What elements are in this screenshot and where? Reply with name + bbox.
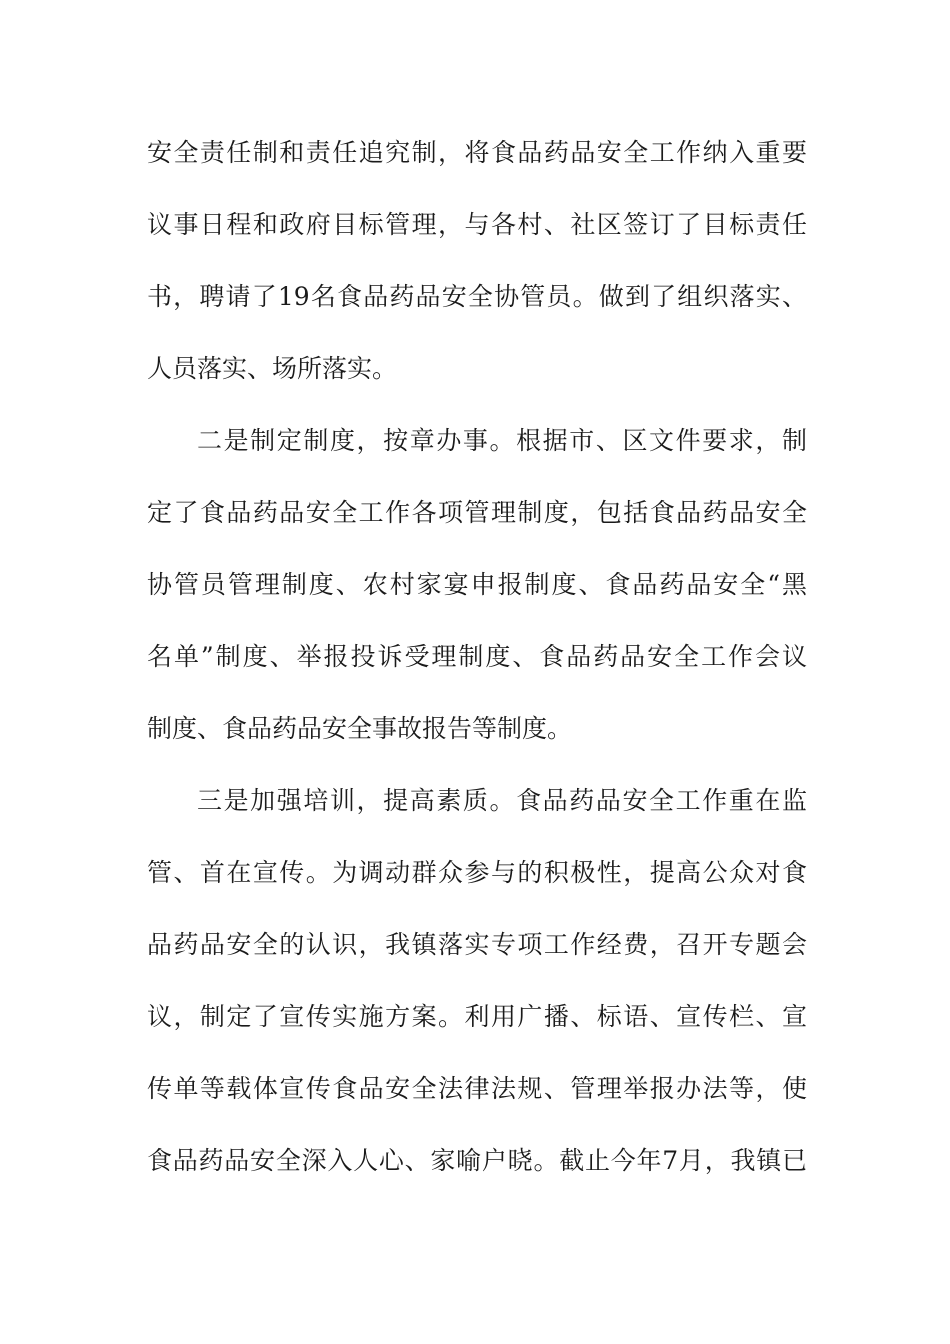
text-line: 名单”制度、举报投诉受理制度、食品药品安全工作会议 <box>147 642 807 671</box>
paragraph-first-line: 三是加强培训，提高素质。食品药品安全工作重在监 <box>197 786 807 815</box>
text-line: 品药品安全的认识，我镇落实专项工作经费，召开专题会 <box>147 930 807 959</box>
text-line: 管、首在宣传。为调动群众参与的积极性，提高公众对食 <box>147 858 807 887</box>
text-line: 议，制定了宣传实施方案。利用广播、标语、宣传栏、宣 <box>147 1002 807 1031</box>
text-line: 协管员管理制度、农村家宴申报制度、食品药品安全“黑 <box>147 570 807 599</box>
paragraph-first-line: 二是制定制度，按章办事。根据市、区文件要求，制 <box>197 426 807 455</box>
text-line: 人员落实、场所落实。 <box>147 354 398 383</box>
text-line: 定了食品药品安全工作各项管理制度，包括食品药品安全 <box>147 498 807 527</box>
text-line: 议事日程和政府目标管理，与各村、社区签订了目标责任 <box>147 210 807 239</box>
text-line: 制度、食品药品安全事故报告等制度。 <box>147 714 573 743</box>
text-line: 安全责任制和责任追究制，将食品药品安全工作纳入重要 <box>147 138 807 167</box>
text-line: 传单等载体宣传食品安全法律法规、管理举报办法等，使 <box>147 1074 807 1103</box>
text-line: 食品药品安全深入人心、家喻户晓。截止今年7月，我镇已 <box>147 1146 807 1175</box>
text-line: 书，聘请了19名食品药品安全协管员。做到了组织落实、 <box>147 282 807 311</box>
